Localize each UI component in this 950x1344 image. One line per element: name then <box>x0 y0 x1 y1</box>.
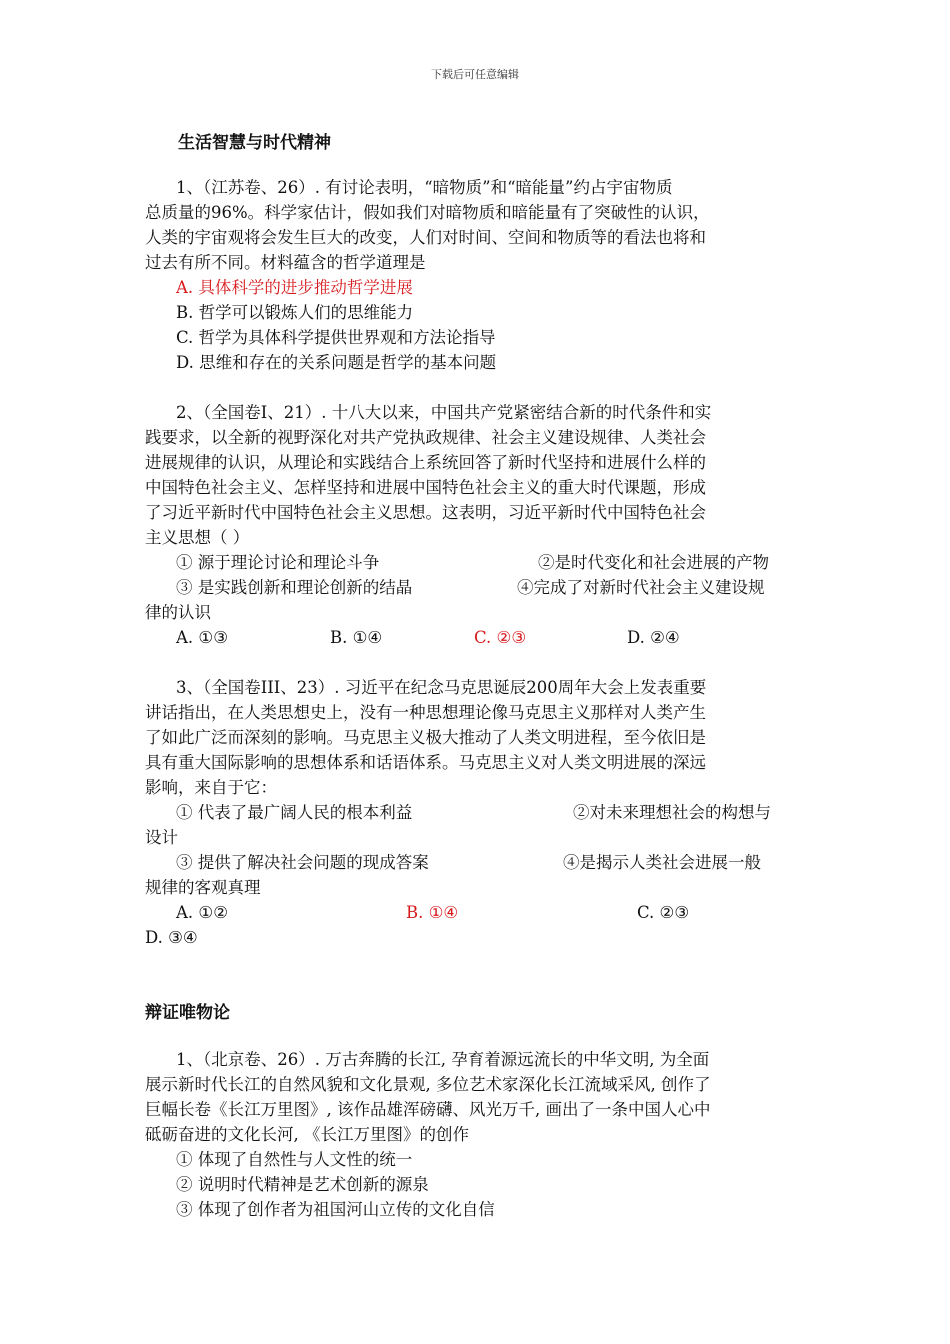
question-text: 总质量的96%。科学家估计，假如我们对暗物质和暗能量有了突破性的认识， <box>145 203 710 222</box>
statement: 设计 <box>145 828 178 847</box>
question-text: 3、（全国卷III、23）. 习近平在纪念马克思诞辰200周年大会上发表重要 <box>176 678 707 697</box>
statement: 规律的客观真理 <box>145 878 261 897</box>
question-text: 2、（全国卷Ⅰ、21）. 十八大以来，中国共产党紧密结合新的时代条件和实 <box>176 403 712 422</box>
answer-choice: D. ②④ <box>627 628 680 647</box>
statement: ②是时代变化和社会进展的产物 <box>538 553 769 572</box>
statement: ②对未来理想社会的构想与 <box>573 803 771 822</box>
answer-choice: C. ②③ <box>637 903 690 922</box>
answer-option: D. 思维和存在的关系问题是哲学的基本问题 <box>176 353 497 372</box>
section-title: 辩证唯物论 <box>145 1003 230 1023</box>
statement: ① 体现了自然性与人文性的统一 <box>176 1150 413 1169</box>
question-text: 砥砺奋进的文化长河, 《长江万里图》的创作 <box>145 1125 469 1144</box>
question-text: 过去有所不同。材料蕴含的哲学道理是 <box>145 253 426 272</box>
question-text: 了习近平新时代中国特色社会主义思想。这表明，习近平新时代中国特色社会 <box>145 503 706 522</box>
answer-choice: A. ①② <box>176 903 228 922</box>
question-text: 了如此广泛而深刻的影响。马克思主义极大推动了人类文明进程，至今依旧是 <box>145 728 706 747</box>
answer-choice: A. ①③ <box>176 628 228 647</box>
statement: 律的认识 <box>145 603 211 622</box>
question-text: 具有重大国际影响的思想体系和话语体系。马克思主义对人类文明进展的深远 <box>145 753 706 772</box>
statement: ③ 体现了创作者为祖国河山立传的文化自信 <box>176 1200 495 1219</box>
question-text: 践要求，以全新的视野深化对共产党执政规律、社会主义建设规律、人类社会 <box>145 428 706 447</box>
statement: ① 代表了最广阔人民的根本利益 <box>176 803 413 822</box>
question-text: 巨幅长卷《长江万里图》, 该作品雄浑磅礴、风光万千, 画出了一条中国人心中 <box>145 1100 711 1119</box>
statement: ③ 是实践创新和理论创新的结晶 <box>176 578 413 597</box>
question-text: 影响，来自于它： <box>145 778 277 797</box>
answer-choice: B. ①④ <box>330 628 383 647</box>
statement: ④是揭示人类社会进展一般 <box>563 853 761 872</box>
question-text: 1、（江苏卷、26）. 有讨论表明，“暗物质”和“暗能量”约占宇宙物质 <box>176 178 673 197</box>
question-text: 1、（北京卷、26）. 万古奔腾的长江, 孕育着源远流长的中华文明, 为全面 <box>176 1050 710 1069</box>
answer-option-correct: A. 具体科学的进步推动哲学进展 <box>176 278 413 297</box>
question-text: 讲话指出，在人类思想史上，没有一种思想理论像马克思主义那样对人类产生 <box>145 703 706 722</box>
question-text: 主义思想（ ） <box>145 528 250 547</box>
question-text: 人类的宇宙观将会发生巨大的改变，人们对时间、空间和物质等的看法也将和 <box>145 228 706 247</box>
question-text: 进展规律的认识，从理论和实践结合上系统回答了新时代坚持和进展什么样的 <box>145 453 706 472</box>
answer-choice-correct: B. ①④ <box>406 903 459 922</box>
statement: ① 源于理论讨论和理论斗争 <box>176 553 380 572</box>
statement: ④完成了对新时代社会主义建设规 <box>517 578 765 597</box>
answer-choice: D. ③④ <box>145 928 198 947</box>
section-title: 生活智慧与时代精神 <box>178 133 331 153</box>
answer-choice-correct: C. ②③ <box>474 628 527 647</box>
page-header: 下载后可任意编辑 <box>431 68 519 81</box>
question-text: 中国特色社会主义、怎样坚持和进展中国特色社会主义的重大时代课题，形成 <box>145 478 706 497</box>
answer-option: B. 哲学可以锻炼人们的思维能力 <box>176 303 414 322</box>
statement: ③ 提供了解决社会问题的现成答案 <box>176 853 429 872</box>
answer-option: C. 哲学为具体科学提供世界观和方法论指导 <box>176 328 496 347</box>
statement: ② 说明时代精神是艺术创新的源泉 <box>176 1175 429 1194</box>
question-text: 展示新时代长江的自然风貌和文化景观, 多位艺术家深化长江流域采风, 创作了 <box>145 1075 711 1094</box>
